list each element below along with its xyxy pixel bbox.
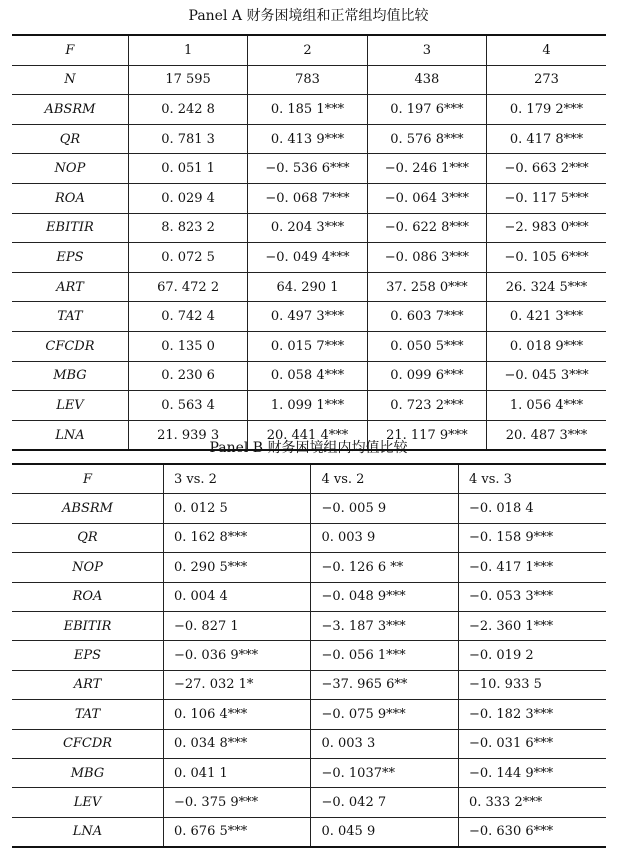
panel-b-value-cell: −0. 005 9	[311, 494, 458, 523]
panel-a-header-cell: 2	[248, 35, 367, 65]
panel-a-value-cell: 783	[248, 65, 367, 95]
panel-a-value-cell: 438	[367, 65, 486, 95]
panel-a-value-cell: 0. 051 1	[128, 154, 247, 184]
panel-b-value-cell: −0. 053 3***	[458, 582, 606, 611]
panel-a-value-cell: 0. 099 6***	[367, 361, 486, 391]
panel-b-variable-cell: EPS	[12, 641, 164, 670]
panel-b-value-cell: 0. 045 9	[311, 817, 458, 847]
panel-b-value-cell: −10. 933 5	[458, 670, 606, 699]
panel-a-variable-cell: ROA	[12, 183, 128, 213]
panel-a-table-row	[12, 124, 606, 154]
panel-a-value-cell: 0. 576 8***	[367, 124, 486, 154]
panel-a-variable-cell: CFCDR	[12, 331, 128, 361]
panel-a-value-cell: 0. 058 4***	[248, 361, 367, 391]
panel-b-value-cell: −0. 158 9***	[458, 523, 606, 552]
panel-b-value-cell: 0. 106 4***	[164, 700, 311, 729]
panel-b-value-cell: −0. 182 3***	[458, 700, 606, 729]
panel-b-variable-cell: QR	[12, 523, 164, 552]
panel-a-table	[12, 34, 606, 451]
panel-a-value-cell: 0. 413 9***	[248, 124, 367, 154]
panel-a-value-cell: 0. 723 2***	[367, 391, 486, 421]
panel-a-variable-cell: QR	[12, 124, 128, 154]
panel-a-value-cell: 0. 242 8	[128, 95, 247, 125]
panel-b-value-cell: −0. 075 9***	[311, 700, 458, 729]
panel-b-table-row	[12, 817, 606, 847]
panel-a-table-row	[12, 95, 606, 125]
panel-a-table-row	[12, 154, 606, 184]
panel-a-header-row	[12, 35, 606, 65]
panel-b-value-cell: 0. 290 5***	[164, 553, 311, 582]
panel-a-value-cell: 0. 204 3***	[248, 213, 367, 243]
panel-a-value-cell: 1. 056 4***	[487, 391, 606, 421]
panel-b-value-cell: 0. 034 8***	[164, 729, 311, 758]
panel-a-value-cell: 0. 135 0	[128, 331, 247, 361]
panel-b-value-cell: −0. 126 6 **	[311, 553, 458, 582]
panel-b-table-row	[12, 494, 606, 523]
panel-a-value-cell: 0. 742 4	[128, 302, 247, 332]
panel-a-value-cell: −0. 536 6***	[248, 154, 367, 184]
panel-b-header-cell: 4 vs. 2	[311, 464, 458, 494]
panel-a-value-cell: 20. 487 3***	[487, 420, 606, 450]
panel-a-value-cell: 0. 179 2***	[487, 95, 606, 125]
panel-a-variable-cell: LNA	[12, 420, 128, 450]
panel-b-value-cell: −0. 048 9***	[311, 582, 458, 611]
panel-a-header-cell: F	[12, 35, 128, 65]
panel-b-value-cell: −0. 019 2	[458, 641, 606, 670]
panel-a-table-row	[12, 243, 606, 273]
panel-a-value-cell: −0. 086 3***	[367, 243, 486, 273]
panel-b-variable-cell: ROA	[12, 582, 164, 611]
panel-a-value-cell: 0. 603 7***	[367, 302, 486, 332]
panel-a-value-cell: 21. 939 3	[128, 420, 247, 450]
panel-a-value-cell: −0. 246 1***	[367, 154, 486, 184]
panel-b-value-cell: −3. 187 3***	[311, 611, 458, 640]
panel-a-value-cell: 0. 417 8***	[487, 124, 606, 154]
panel-a-variable-cell: ART	[12, 272, 128, 302]
panel-a-value-cell: −0. 049 4***	[248, 243, 367, 273]
panel-b-value-cell: −0. 630 6***	[458, 817, 606, 847]
panel-b-variable-cell: TAT	[12, 700, 164, 729]
panel-b-value-cell: −0. 056 1***	[311, 641, 458, 670]
panel-b-title: Panel B 财务困境组内均值比较	[209, 440, 408, 456]
panel-b-table	[12, 463, 606, 848]
panel-a-value-cell: 67. 472 2	[128, 272, 247, 302]
panel-b-header-cell: 3 vs. 2	[164, 464, 311, 494]
panel-b-value-cell: −0. 036 9***	[164, 641, 311, 670]
panel-a-variable-cell: MBG	[12, 361, 128, 391]
panel-a-value-cell: 0. 230 6	[128, 361, 247, 391]
panel-b-table-row	[12, 758, 606, 787]
panel-b-table-row	[12, 523, 606, 552]
panel-b-variable-cell: CFCDR	[12, 729, 164, 758]
panel-b-table-row	[12, 788, 606, 817]
panel-b-variable-cell: EBITIR	[12, 611, 164, 640]
panel-a-value-cell: 64. 290 1	[248, 272, 367, 302]
panel-a-value-cell: 0. 497 3***	[248, 302, 367, 332]
panel-b-table-row	[12, 670, 606, 699]
panel-a-value-cell: −2. 983 0***	[487, 213, 606, 243]
panel-a-value-cell: 8. 823 2	[128, 213, 247, 243]
panel-a-variable-cell: ABSRM	[12, 95, 128, 125]
panel-a-value-cell: 1. 099 1***	[248, 391, 367, 421]
panel-b-header-cell: F	[12, 464, 164, 494]
panel-b-variable-cell: ABSRM	[12, 494, 164, 523]
panel-a-value-cell: 0. 018 9***	[487, 331, 606, 361]
panel-b-value-cell: −27. 032 1*	[164, 670, 311, 699]
panel-a-value-cell: 0. 050 5***	[367, 331, 486, 361]
panel-a-table-row	[12, 272, 606, 302]
panel-a-value-cell: 0. 781 3	[128, 124, 247, 154]
panel-a-table-row	[12, 391, 606, 421]
panel-a-header-cell: 4	[487, 35, 606, 65]
panel-a-value-cell: 0. 072 5	[128, 243, 247, 273]
panel-b-value-cell: 0. 041 1	[164, 758, 311, 787]
panel-b-table-row	[12, 700, 606, 729]
panel-b-table-row	[12, 729, 606, 758]
panel-b-value-cell: −0. 018 4	[458, 494, 606, 523]
panel-b-header-row	[12, 464, 606, 494]
panel-b-value-cell: −0. 827 1	[164, 611, 311, 640]
panel-a-value-cell: 26. 324 5***	[487, 272, 606, 302]
panel-b-variable-cell: NOP	[12, 553, 164, 582]
panel-b-value-cell: 0. 162 8***	[164, 523, 311, 552]
panel-a-table-row	[12, 302, 606, 332]
panel-b-value-cell: −37. 965 6**	[311, 670, 458, 699]
panel-a-variable-cell: TAT	[12, 302, 128, 332]
panel-b-value-cell: 0. 004 4	[164, 582, 311, 611]
panel-a-variable-cell: EBITIR	[12, 213, 128, 243]
panel-b-variable-cell: MBG	[12, 758, 164, 787]
panel-a-value-cell: 0. 197 6***	[367, 95, 486, 125]
panel-b-table-row	[12, 611, 606, 640]
panel-a-table-row	[12, 183, 606, 213]
panel-a-value-cell: 17 595	[128, 65, 247, 95]
panel-a-table-row	[12, 331, 606, 361]
panel-b-value-cell: −0. 417 1***	[458, 553, 606, 582]
panel-a-table-row	[12, 213, 606, 243]
panel-b-table-row	[12, 553, 606, 582]
panel-b-value-cell: 0. 003 9	[311, 523, 458, 552]
panel-a-header-cell: 1	[128, 35, 247, 65]
panel-b-value-cell: −0. 375 9***	[164, 788, 311, 817]
panel-a-value-cell: 0. 185 1***	[248, 95, 367, 125]
panel-a-value-cell: 21. 117 9***	[367, 420, 486, 450]
panel-a-value-cell: −0. 045 3***	[487, 361, 606, 391]
panel-a-variable-cell: EPS	[12, 243, 128, 273]
panel-a-value-cell: −0. 663 2***	[487, 154, 606, 184]
panel-a-table-row	[12, 361, 606, 391]
panel-a-variable-cell: NOP	[12, 154, 128, 184]
panel-b-value-cell: 0. 012 5	[164, 494, 311, 523]
panel-a-value-cell: −0. 117 5***	[487, 183, 606, 213]
panel-a-header-cell: 3	[367, 35, 486, 65]
panel-a-variable-cell: LEV	[12, 391, 128, 421]
panel-b-variable-cell: LEV	[12, 788, 164, 817]
panel-b-value-cell: −0. 144 9***	[458, 758, 606, 787]
panel-a-value-cell: 273	[487, 65, 606, 95]
panel-b-variable-cell: LNA	[12, 817, 164, 847]
panel-b-value-cell: −0. 1037**	[311, 758, 458, 787]
panel-a-variable-cell: N	[12, 65, 128, 95]
panel-a-value-cell: 0. 029 4	[128, 183, 247, 213]
panel-b-value-cell: −0. 042 7	[311, 788, 458, 817]
panel-b-table-row	[12, 641, 606, 670]
panel-a-value-cell: −0. 068 7***	[248, 183, 367, 213]
panel-a-value-cell: 0. 563 4	[128, 391, 247, 421]
panel-b-value-cell: 0. 676 5***	[164, 817, 311, 847]
panel-b-table-row	[12, 582, 606, 611]
panel-b-value-cell: 0. 003 3	[311, 729, 458, 758]
panel-a-value-cell: −0. 622 8***	[367, 213, 486, 243]
panel-b-header-cell: 4 vs. 3	[458, 464, 606, 494]
panel-a-title: Panel A 财务困境组和正常组均值比较	[188, 8, 429, 24]
panel-a-table-row	[12, 65, 606, 95]
panel-a-value-cell: 37. 258 0***	[367, 272, 486, 302]
panel-a-value-cell: 0. 015 7***	[248, 331, 367, 361]
panel-a-value-cell: 0. 421 3***	[487, 302, 606, 332]
panel-b-value-cell: −0. 031 6***	[458, 729, 606, 758]
panel-a-value-cell: 20. 441 4***	[248, 420, 367, 450]
panel-b-value-cell: 0. 333 2***	[458, 788, 606, 817]
panel-b-variable-cell: ART	[12, 670, 164, 699]
panel-a-value-cell: −0. 105 6***	[487, 243, 606, 273]
panel-a-value-cell: −0. 064 3***	[367, 183, 486, 213]
panel-b-value-cell: −2. 360 1***	[458, 611, 606, 640]
